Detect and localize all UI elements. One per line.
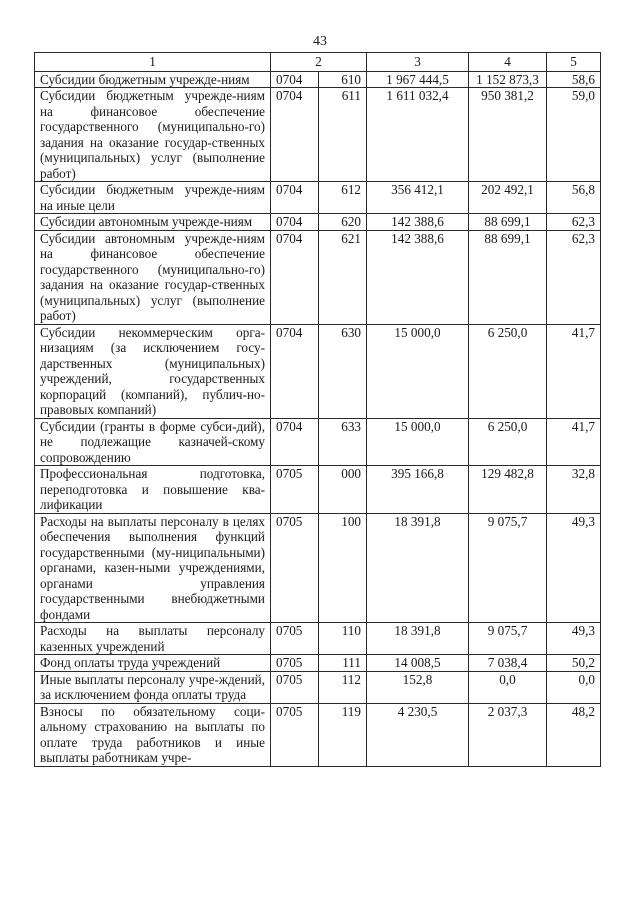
budget-table	[34, 52, 601, 767]
row-plan-value: 152,8	[367, 671, 469, 703]
row-section-code: 0705	[271, 703, 319, 766]
table-row	[35, 466, 601, 514]
row-percent-value: 49,3	[547, 623, 601, 655]
row-name-cell: Иные выплаты персоналу учре-ждений, за исключением фонда оплаты труда	[35, 671, 271, 703]
row-actual-value: 88 699,1	[469, 214, 547, 231]
row-plan-value: 356 412,1	[367, 182, 469, 214]
row-name-cell: Профессиональная подготовка, переподготовка и повышение ква-лификации	[35, 466, 271, 514]
row-actual-value: 202 492,1	[469, 182, 547, 214]
header-col-2: 2	[271, 53, 367, 72]
row-name-cell: Субсидии автономным учрежде-ниям на финансовое обеспечение государственного (муниципально-го) задания на оказание государ-ственных (муниципальных) услуг (выполнение работ)	[35, 230, 271, 324]
row-percent-value: 59,0	[547, 88, 601, 182]
row-plan-value: 14 008,5	[367, 655, 469, 672]
row-section-code: 0704	[271, 214, 319, 231]
row-plan-value: 15 000,0	[367, 324, 469, 418]
row-percent-value: 41,7	[547, 418, 601, 466]
row-section-code: 0705	[271, 623, 319, 655]
row-name-cell: Расходы на выплаты персоналу казенных учреждений	[35, 623, 271, 655]
row-name-cell: Субсидии бюджетным учрежде-ниям	[35, 71, 271, 88]
table-row	[35, 703, 601, 766]
row-expense-type-code: 112	[319, 671, 367, 703]
row-percent-value: 58,6	[547, 71, 601, 88]
row-expense-type-code: 612	[319, 182, 367, 214]
row-percent-value: 62,3	[547, 230, 601, 324]
row-percent-value: 48,2	[547, 703, 601, 766]
row-percent-value: 41,7	[547, 324, 601, 418]
row-name-cell: Субсидии некоммерческим орга-низациям (за исключением госу-дарственных (муниципальных) учреждений, государственных корпораций (компаний), публич-но-правовых компаний)	[35, 324, 271, 418]
header-col-1: 1	[35, 53, 271, 72]
row-section-code: 0705	[271, 671, 319, 703]
header-col-3: 3	[367, 53, 469, 72]
row-percent-value: 49,3	[547, 513, 601, 623]
row-plan-value: 1 611 032,4	[367, 88, 469, 182]
row-actual-value: 9 075,7	[469, 513, 547, 623]
row-expense-type-code: 100	[319, 513, 367, 623]
row-actual-value: 1 152 873,3	[469, 71, 547, 88]
row-section-code: 0705	[271, 466, 319, 514]
row-expense-type-code: 610	[319, 71, 367, 88]
row-name-cell: Субсидии (гранты в форме субси-дий), не подлежащие казначей-скому сопровождению	[35, 418, 271, 466]
table-row	[35, 418, 601, 466]
row-plan-value: 4 230,5	[367, 703, 469, 766]
row-percent-value: 0,0	[547, 671, 601, 703]
row-actual-value: 6 250,0	[469, 324, 547, 418]
table-row	[35, 214, 601, 231]
table-row	[35, 324, 601, 418]
row-actual-value: 0,0	[469, 671, 547, 703]
table-row	[35, 513, 601, 623]
row-plan-value: 142 388,6	[367, 214, 469, 231]
row-name-cell: Фонд оплаты труда учреждений	[35, 655, 271, 672]
row-actual-value: 2 037,3	[469, 703, 547, 766]
row-plan-value: 395 166,8	[367, 466, 469, 514]
row-expense-type-code: 000	[319, 466, 367, 514]
row-plan-value: 15 000,0	[367, 418, 469, 466]
row-percent-value: 32,8	[547, 466, 601, 514]
row-plan-value: 1 967 444,5	[367, 71, 469, 88]
table-row	[35, 182, 601, 214]
row-section-code: 0704	[271, 230, 319, 324]
table-row	[35, 230, 601, 324]
row-section-code: 0705	[271, 513, 319, 623]
row-expense-type-code: 620	[319, 214, 367, 231]
row-name-cell: Субсидии автономным учрежде-ниям	[35, 214, 271, 231]
row-plan-value: 18 391,8	[367, 623, 469, 655]
row-percent-value: 50,2	[547, 655, 601, 672]
table-row	[35, 655, 601, 672]
row-percent-value: 56,8	[547, 182, 601, 214]
row-percent-value: 62,3	[547, 214, 601, 231]
table-row	[35, 88, 601, 182]
table-row	[35, 71, 601, 88]
row-section-code: 0704	[271, 324, 319, 418]
row-name-cell: Субсидии бюджетным учрежде-ниям на иные цели	[35, 182, 271, 214]
header-row	[35, 53, 601, 72]
row-name-cell: Субсидии бюджетным учрежде-ниям на финансовое обеспечение государственного (муниципально-го) задания на оказание государ-ственных (муниципальных) услуг (выполнение работ)	[35, 88, 271, 182]
row-section-code: 0704	[271, 182, 319, 214]
header-col-4: 4	[469, 53, 547, 72]
row-section-code: 0705	[271, 655, 319, 672]
row-expense-type-code: 611	[319, 88, 367, 182]
row-expense-type-code: 621	[319, 230, 367, 324]
row-plan-value: 18 391,8	[367, 513, 469, 623]
row-actual-value: 9 075,7	[469, 623, 547, 655]
table-row	[35, 623, 601, 655]
row-expense-type-code: 111	[319, 655, 367, 672]
row-plan-value: 142 388,6	[367, 230, 469, 324]
row-actual-value: 88 699,1	[469, 230, 547, 324]
header-col-5: 5	[547, 53, 601, 72]
row-name-cell: Взносы по обязательному соци-альному страхованию на выплаты по оплате труда работников и иные выплаты работникам учре-	[35, 703, 271, 766]
row-actual-value: 129 482,8	[469, 466, 547, 514]
row-expense-type-code: 633	[319, 418, 367, 466]
row-expense-type-code: 110	[319, 623, 367, 655]
page-number: 43	[313, 34, 327, 49]
row-actual-value: 7 038,4	[469, 655, 547, 672]
row-section-code: 0704	[271, 418, 319, 466]
row-actual-value: 950 381,2	[469, 88, 547, 182]
row-expense-type-code: 630	[319, 324, 367, 418]
row-actual-value: 6 250,0	[469, 418, 547, 466]
row-section-code: 0704	[271, 88, 319, 182]
table-body	[35, 71, 601, 766]
table-row	[35, 671, 601, 703]
row-expense-type-code: 119	[319, 703, 367, 766]
row-name-cell: Расходы на выплаты персоналу в целях обеспечения выполнения функций государственными (му-ниципальными) органами, казен-ными учреждениями, органами управления государственными внебюджетными фондами	[35, 513, 271, 623]
row-section-code: 0704	[271, 71, 319, 88]
